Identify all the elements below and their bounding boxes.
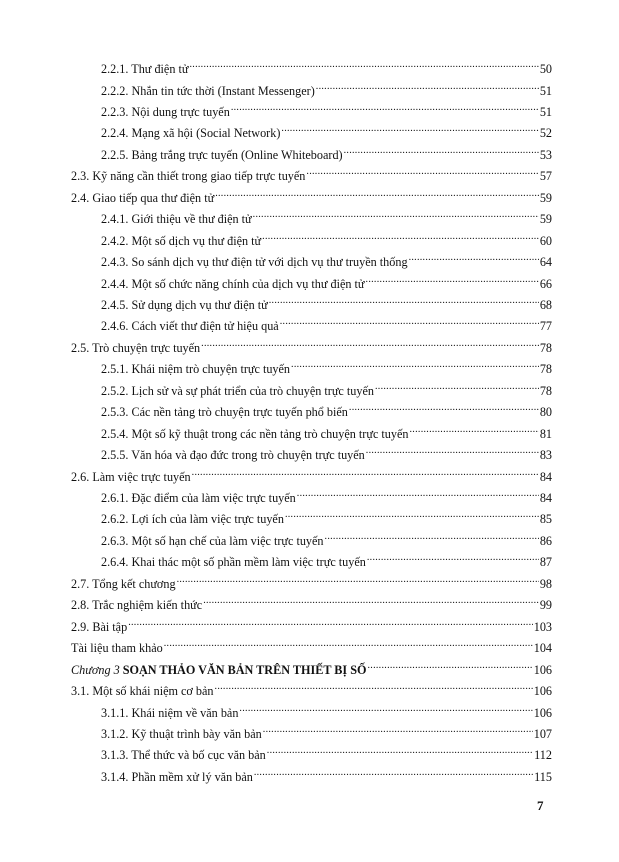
- toc-entry-page: 81: [539, 426, 552, 441]
- chapter-title: SOẠN THẢO VĂN BẢN TRÊN THIẾT BỊ SỐ: [122, 662, 367, 677]
- toc-entry-page: 68: [539, 297, 552, 312]
- toc-entry-page: 78: [539, 362, 552, 377]
- toc-entry[interactable]: [101, 741, 552, 763]
- toc-entry-page: 104: [533, 641, 552, 656]
- toc-entry-page: 78: [539, 340, 552, 355]
- toc-entry-title: 2.4.5. Sử dụng dịch vụ thư điện tử: [101, 297, 268, 312]
- toc-entry[interactable]: [71, 677, 552, 698]
- toc-entry[interactable]: [101, 420, 552, 441]
- dot-leader: [201, 334, 539, 352]
- toc-entry-page: 112: [534, 748, 552, 763]
- toc-entry-title: 2.6.3. Một số hạn chế của làm việc trực tuyến: [101, 533, 324, 548]
- toc-entry-page: 85: [539, 512, 552, 527]
- dot-leader: [215, 677, 533, 695]
- toc-entry[interactable]: [71, 463, 552, 484]
- toc-entry-page: 80: [539, 405, 552, 420]
- toc-entry-title: 2.5.3. Các nền tảng trò chuyện trực tuyến phổ biến: [101, 405, 348, 420]
- dot-leader: [231, 98, 539, 116]
- toc-entry-title: 2.5.5. Văn hóa và đạo đức trong trò chuyện trực tuyến: [101, 448, 365, 463]
- toc-entry-title: 2.6.2. Lợi ích của làm việc trực tuyến: [101, 512, 284, 527]
- toc-entry-page: 99: [539, 598, 552, 613]
- toc-entry-title: 3.1.2. Kỹ thuật trình bày văn bản: [101, 726, 262, 741]
- toc-entry[interactable]: [101, 141, 552, 162]
- dot-leader: [366, 270, 539, 288]
- dot-leader: [344, 141, 539, 159]
- toc-entry-title: 2.4.4. Một số chức năng chính của dịch vụ thư điện tử: [101, 276, 365, 291]
- toc-entry-title: 2.4.3. So sánh dịch vụ thư điện tử với dịch vụ thư truyền thống: [101, 255, 408, 269]
- dot-leader: [269, 291, 539, 309]
- toc-entry-title: 2.5.4. Một số kỹ thuật trong các nền tảng trò chuyện trực tuyến: [101, 426, 409, 441]
- toc-entry-title: 2.2.3. Nội dung trực tuyến: [101, 104, 230, 119]
- toc-entry[interactable]: [101, 205, 552, 227]
- dot-leader: [254, 763, 533, 781]
- toc-entry-title: 2.4. Giao tiếp qua thư điện tử: [71, 190, 215, 205]
- dot-leader: [291, 355, 539, 373]
- toc-entry[interactable]: [101, 227, 552, 248]
- toc-entry-title: 2.8. Trắc nghiệm kiến thức: [71, 598, 203, 613]
- page-number: 7: [537, 798, 544, 813]
- toc-entry-title: Tài liệu tham khảo: [71, 641, 163, 656]
- toc-entry[interactable]: [101, 398, 552, 420]
- dot-leader: [192, 463, 539, 481]
- dot-leader: [325, 527, 539, 545]
- toc-entry-title: 2.5.1. Khái niệm trò chuyện trực tuyến: [101, 362, 291, 377]
- toc-entry[interactable]: [71, 162, 552, 184]
- toc-entry[interactable]: [71, 613, 552, 634]
- toc-entry[interactable]: [101, 720, 552, 741]
- toc-entry-title: 3.1.1. Khái niệm về văn bản: [101, 705, 239, 720]
- toc-entry-page: 60: [539, 233, 552, 248]
- toc-entry-title: 2.9. Bài tập: [71, 619, 128, 634]
- dot-leader: [177, 570, 539, 588]
- toc-entry-title: 2.6.4. Khai thác một số phần mềm làm việc trực tuyến: [101, 555, 366, 570]
- toc-entry-page: 83: [539, 448, 552, 463]
- toc-entry[interactable]: [101, 355, 552, 377]
- dot-leader: [410, 420, 539, 438]
- dot-leader: [239, 699, 532, 717]
- dot-leader: [367, 656, 532, 674]
- toc-entry[interactable]: [71, 184, 552, 205]
- dot-leader: [164, 634, 533, 652]
- toc-entry-title: 3.1.4. Phần mềm xử lý văn bản: [101, 769, 253, 784]
- toc-entry-title: 2.4.6. Cách viết thư điện tử hiệu quả: [101, 319, 279, 334]
- toc-entry-title: 2.5.2. Lịch sử và sự phát triển của trò chuyện trực tuyến: [101, 383, 374, 398]
- toc-entry[interactable]: [101, 763, 552, 784]
- toc-entry-title: 2.2.2. Nhắn tin tức thời (Instant Messenger): [101, 83, 315, 98]
- toc-entry-page: 51: [539, 83, 552, 98]
- dot-leader: [189, 55, 538, 73]
- toc-entry[interactable]: [101, 441, 552, 463]
- toc-entry-page: 57: [539, 169, 552, 184]
- dot-leader: [281, 119, 538, 137]
- toc-entry-title: 2.2.4. Mạng xã hội (Social Network): [101, 126, 281, 141]
- toc-entry-page: 84: [539, 469, 552, 484]
- toc-entry-title: 2.2.1. Thư điện tử: [101, 62, 189, 76]
- toc-entry-page: 59: [539, 190, 552, 205]
- toc-entry-page: 53: [539, 147, 552, 162]
- toc-entry-title: 2.4.2. Một số dịch vụ thư điện tử: [101, 233, 262, 248]
- dot-leader: [267, 741, 533, 759]
- toc-entry-page: 106: [533, 684, 552, 698]
- toc-entry-page: 52: [539, 126, 552, 141]
- toc-entry[interactable]: [101, 270, 552, 291]
- toc-entry[interactable]: [101, 98, 552, 119]
- chapter-prefix: Chương 3: [71, 662, 120, 677]
- dot-leader: [366, 441, 539, 459]
- toc-entry[interactable]: [101, 699, 552, 720]
- toc-entry-page: 115: [534, 769, 552, 784]
- toc-entry-title: 2.6.1. Đặc điểm của làm việc trực tuyến: [101, 491, 296, 505]
- toc-entry[interactable]: [101, 377, 552, 398]
- toc-entry[interactable]: [101, 505, 552, 527]
- dot-leader: [263, 720, 533, 738]
- toc-entry-page: 86: [539, 533, 552, 548]
- toc-entry[interactable]: [71, 334, 552, 355]
- toc-entry[interactable]: [101, 55, 552, 76]
- toc-entry[interactable]: [101, 548, 552, 570]
- toc-entry[interactable]: [101, 484, 552, 505]
- toc-entry-page: 106: [533, 662, 552, 677]
- toc-entry-title: 2.3. Kỹ năng cần thiết trong giao tiếp trực tuyến: [71, 169, 306, 184]
- toc-chapter-heading[interactable]: [71, 656, 552, 677]
- dot-leader: [128, 613, 533, 631]
- dot-leader: [215, 184, 539, 202]
- toc-entry-page: 98: [539, 576, 552, 591]
- toc-entry-page: 103: [533, 619, 552, 634]
- toc-entry-page: 87: [539, 555, 552, 570]
- dot-leader: [280, 312, 539, 330]
- toc-entry-title: 3.1.3. Thể thức và bố cục văn bản: [101, 748, 266, 763]
- toc-entry-page: 106: [533, 705, 552, 720]
- toc-entry[interactable]: [71, 570, 552, 591]
- toc-entry[interactable]: [101, 119, 552, 141]
- toc-entry-page: 77: [539, 319, 552, 334]
- toc-entry-page: 51: [539, 104, 552, 119]
- toc-entry-page: 50: [539, 62, 552, 76]
- toc-entry-page: 59: [539, 212, 552, 227]
- dot-leader: [409, 248, 539, 266]
- dot-leader: [306, 162, 538, 180]
- dot-leader: [349, 398, 539, 416]
- dot-leader: [253, 205, 539, 223]
- dot-leader: [367, 548, 539, 566]
- toc-entry-title: 3.1. Một số khái niệm cơ bản: [71, 684, 214, 698]
- toc-entry[interactable]: [101, 527, 552, 548]
- toc-entry[interactable]: [101, 312, 552, 334]
- toc-entry-page: 66: [539, 276, 552, 291]
- dot-leader: [297, 484, 539, 502]
- toc-entry-title: 2.7. Tổng kết chương: [71, 576, 176, 591]
- dot-leader: [203, 591, 539, 609]
- dot-leader: [285, 505, 539, 523]
- toc-entry[interactable]: [71, 634, 552, 656]
- toc-entry[interactable]: [101, 77, 552, 98]
- toc-entry-title: 2.6. Làm việc trực tuyến: [71, 469, 191, 484]
- dot-leader: [375, 377, 539, 395]
- dot-leader: [316, 77, 539, 95]
- toc-entry-page: 84: [539, 491, 552, 505]
- dot-leader: [262, 227, 539, 245]
- toc-entry-title: 2.2.5. Bảng trắng trực tuyến (Online Whiteboard): [101, 147, 343, 162]
- toc-entry[interactable]: [101, 291, 552, 312]
- toc-entry-page: 107: [533, 726, 552, 741]
- toc-entry-title: [71, 661, 367, 679]
- toc-entry-title: 2.5. Trò chuyện trực tuyến: [71, 340, 201, 355]
- toc-entry-page: 78: [539, 383, 552, 398]
- toc-entry-title: 2.4.1. Giới thiệu về thư điện tử: [101, 212, 252, 227]
- toc-entry[interactable]: [101, 248, 552, 269]
- toc-entry-page: 64: [539, 255, 552, 269]
- toc-entry[interactable]: [71, 591, 552, 613]
